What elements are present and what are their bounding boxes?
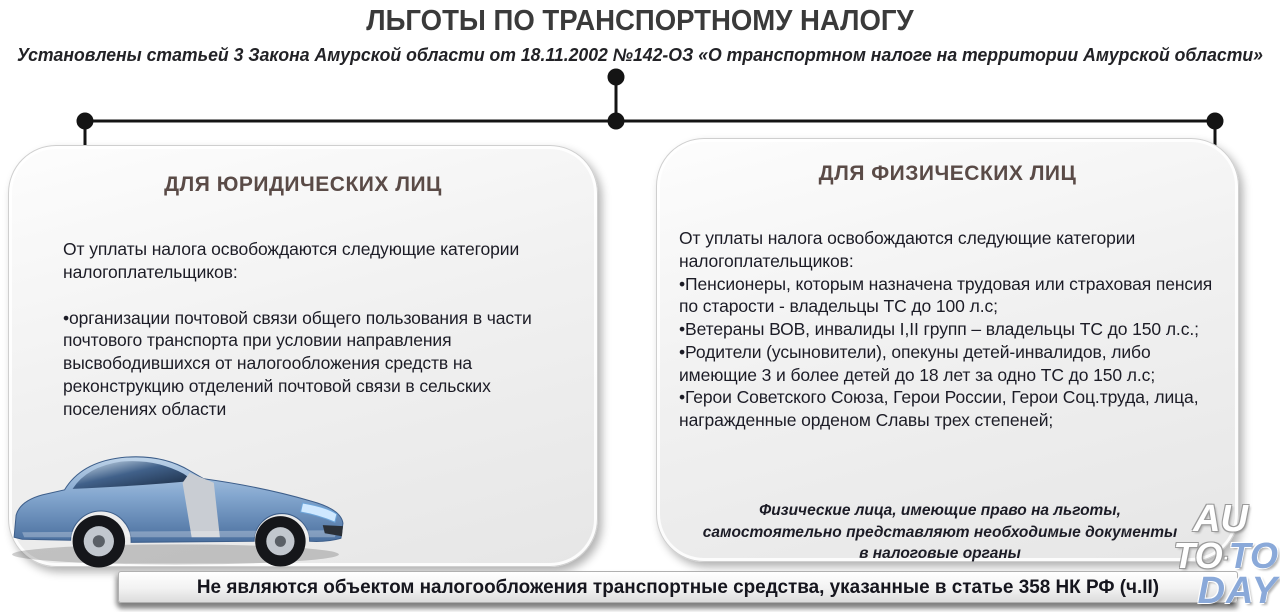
benefit-item: •Родители (усыновители), опекуны детей-инвалидов, либо имеющие 3 и более детей до 18 лет за одно ТС до 150 л.с; xyxy=(679,341,1156,385)
benefit-item: •Герои Советского Союза, Герои России, Герои Соц.труда, лица, награжденные орденом Славы трех степеней; xyxy=(679,387,1199,430)
benefit-item: •организации почтовой связи общего пользования в части почтового транспорта при условии направления высвободившихся от налогообложения средств на реконструкцию отделений почтовой связи в сельских поселениях области xyxy=(63,307,532,419)
blue-sports-car-image xyxy=(2,440,350,572)
individuals-note: Физические лица, имеющие право на льготы, самостоятельно представляют необходимые документы в налоговые органы xyxy=(702,502,1178,563)
individuals-card-header: ДЛЯ ФИЗИЧЕСКИХ ЛИЦ xyxy=(818,162,1077,185)
individuals-card xyxy=(656,138,1239,562)
watermark-line-toto: TO·TO xyxy=(1173,535,1278,576)
individuals-intro: От уплаты налога освобождаются следующие категории налогоплательщиков: xyxy=(679,228,1136,271)
watermark-line-au: AU xyxy=(1193,498,1248,540)
legal-entities-card-header: ДЛЯ ЮРИДИЧЕСКИХ ЛИЦ xyxy=(164,173,442,196)
footer-bar xyxy=(118,571,1238,603)
legal-entities-card-body xyxy=(63,238,568,420)
page-subtitle: Установлены статьей 3 Закона Амурской области от 18.11.2002 №142-ОЗ «О транспортном налоге на территории Амурской области» xyxy=(16,45,1263,65)
benefit-item: •Ветераны ВОВ, инвалиды I,II групп – владельцы ТС до 150 л.с.; xyxy=(679,319,1199,339)
legal-entities-intro: От уплаты налога освобождаются следующие категории налогоплательщиков: xyxy=(63,239,520,282)
footer-text: Не являются объектом налогообложения транспортные средства, указанные в статье 358 НК РФ (ч.II) xyxy=(196,575,1160,598)
page-title: ЛЬГОТЫ ПО ТРАНСПОРТНОМУ НАЛОГУ xyxy=(366,5,914,37)
benefit-item: •Пенсионеры, которым назначена трудовая или страховая пенсия по старости - владельцы ТС до 100 л.с; xyxy=(679,273,1213,317)
individuals-card-body xyxy=(679,227,1224,432)
watermark-line-day: DAY xyxy=(1197,570,1278,612)
